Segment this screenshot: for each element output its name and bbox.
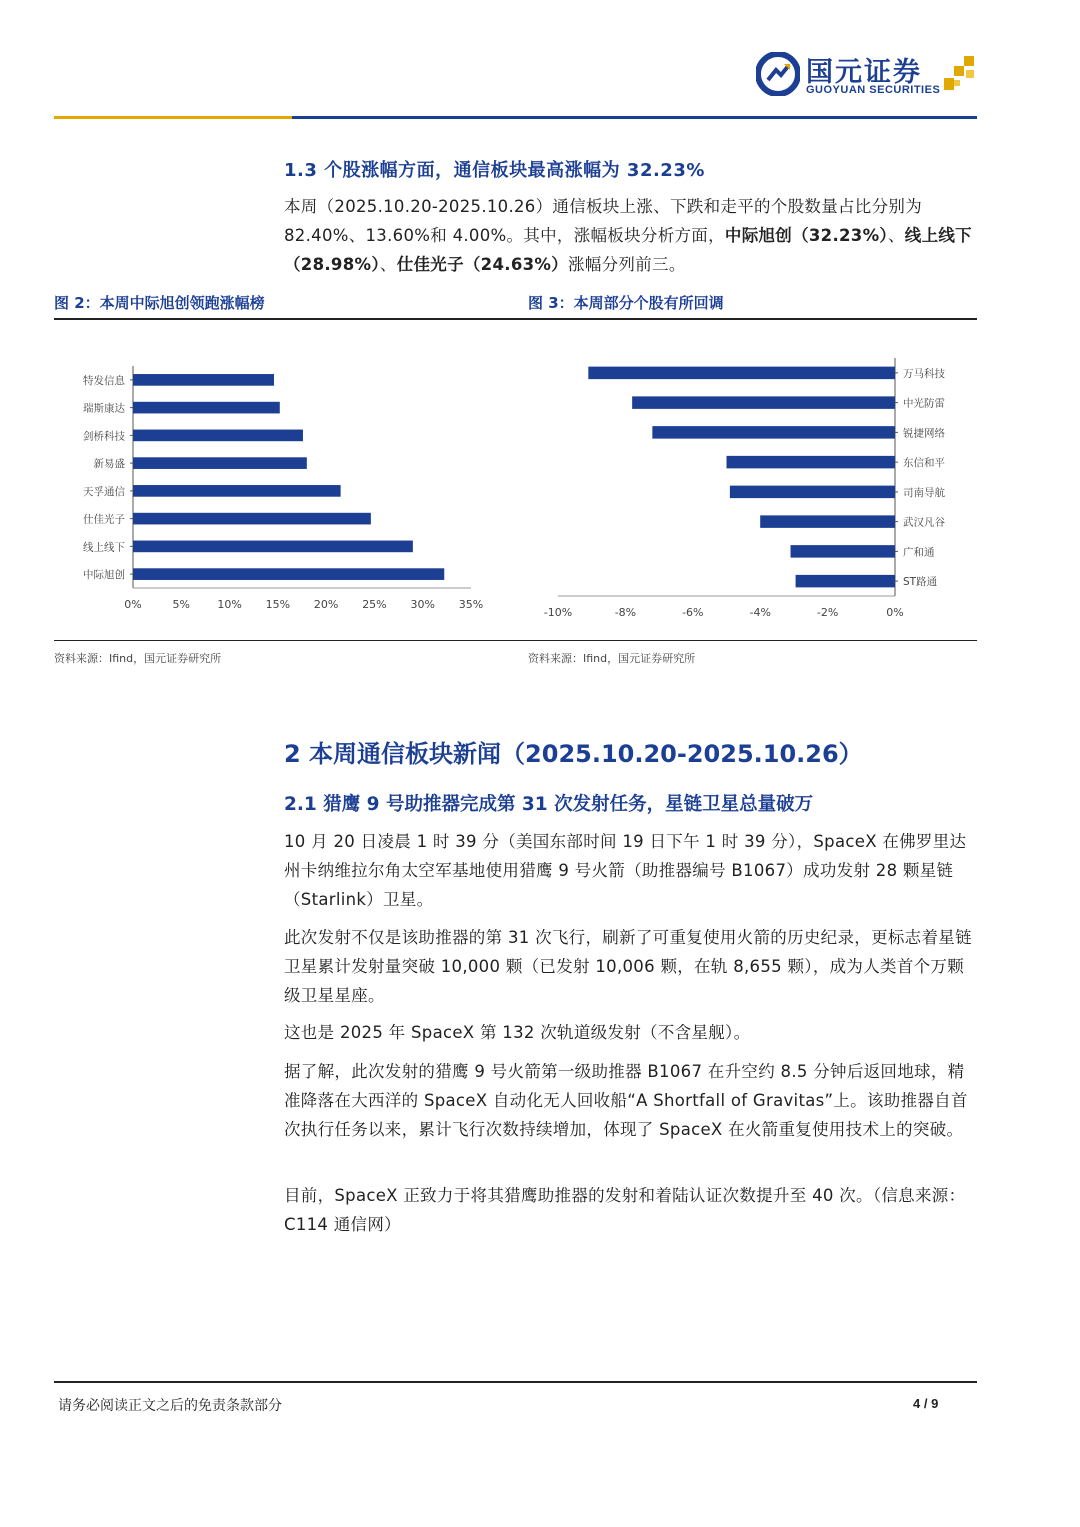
category-label-5: 仕佳光子 xyxy=(83,513,125,526)
x-tick-label-3: -4% xyxy=(749,606,771,619)
figure-2-caption: 图 2：本周中际旭创领跑涨幅榜 xyxy=(54,294,265,312)
news-paragraph-3: 这也是 2025 年 SpaceX 第 132 次轨道级发射（不含星舰）。 xyxy=(284,1023,751,1042)
x-tick-label-1: -8% xyxy=(614,606,637,619)
bar-6 xyxy=(791,545,895,557)
bar-7 xyxy=(133,568,444,580)
x-tick-label-5: 0% xyxy=(886,606,904,619)
category-label-5: 武汉凡谷 xyxy=(903,516,945,529)
news-paragraph-2: 此次发射不仅是该助推器的第 31 次飞行，刷新了可重复使用火箭的历史纪录，更标志着星链卫星累计发射量突破 10,000 颗（已发射 10,006 颗，在轨 8,655 颗），成为人类首个万颗级卫星星座。 xyxy=(284,928,972,1005)
chart-top-gainers xyxy=(54,330,494,630)
x-tick-label-3: 15% xyxy=(265,598,291,611)
x-tick-label-1: 5% xyxy=(172,598,191,611)
category-label-7: 中际旭创 xyxy=(83,569,125,582)
category-label-6: 线上线下 xyxy=(83,541,125,554)
category-label-6: 广和通 xyxy=(903,546,935,559)
section-heading-1-3: 1.3 个股涨幅方面，通信板块最高涨幅为 32.23% xyxy=(284,160,705,181)
header-rule-gold xyxy=(54,116,292,119)
bar-0 xyxy=(133,374,274,386)
x-tick-label-5: 25% xyxy=(362,598,387,611)
x-tick-label-6: 30% xyxy=(410,598,435,611)
section-heading-2-1: 2.1 猎鹰 9 号助推器完成第 31 次发射任务，星链卫星总量破万 xyxy=(284,794,814,815)
bar-3 xyxy=(727,456,896,468)
bar-2 xyxy=(652,426,895,438)
logo-decoration-icon xyxy=(942,54,982,94)
category-label-4: 司南导航 xyxy=(903,486,945,499)
bar-5 xyxy=(133,513,371,525)
guoyuan-logo-icon xyxy=(756,52,800,96)
x-tick-label-2: 10% xyxy=(217,598,242,611)
bar-1 xyxy=(632,396,895,408)
page-number: 4 / 9 xyxy=(913,1396,939,1411)
x-tick-label-0: 0% xyxy=(124,598,142,611)
figure-3-caption: 图 3：本周部分个股有所回调 xyxy=(528,294,724,312)
category-label-2: 锐捷网络 xyxy=(903,427,945,440)
category-label-2: 剑桥科技 xyxy=(83,430,125,443)
category-label-7: ST路通 xyxy=(903,576,938,589)
logo-title-cn: 国元证券 xyxy=(806,57,922,88)
bar-4 xyxy=(730,486,895,498)
figure-2-source: 资料来源：Ifind，国元证券研究所 xyxy=(54,652,222,665)
section-heading-2: 2 本周通信板块新闻（2025.10.20-2025.10.26） xyxy=(284,740,863,768)
figure-3-source: 资料来源：Ifind，国元证券研究所 xyxy=(528,652,696,665)
news-paragraph-1: 10 月 20 日凌晨 1 时 39 分（美国东部时间 19 日下午 1 时 39 分），SpaceX 在佛罗里达州卡纳维拉尔角太空军基地使用猎鹰 9 号火箭（助推器编号 B1067）成功发射 28 颗星链（Starlink）卫星。 xyxy=(284,832,967,909)
bar-1 xyxy=(133,402,280,414)
section-1-3-paragraph: 本周（2025.10.20-2025.10.26）通信板块上涨、下跌和走平的个股数量占比分别为 82.40%、13.60%和 4.00%。其中，涨幅板块分析方面，中际旭创（32.23%）、线上线下（28.98%）、仕佳光子（24.63%）涨幅分列前三。 xyxy=(284,197,972,274)
x-tick-label-7: 35% xyxy=(458,598,484,611)
x-tick-label-2: -6% xyxy=(682,606,704,619)
category-label-0: 万马科技 xyxy=(903,367,945,380)
category-label-3: 新易盛 xyxy=(93,458,125,471)
x-tick-label-0: -10% xyxy=(543,606,573,619)
bar-4 xyxy=(133,485,341,497)
footer-rule xyxy=(54,1381,977,1383)
category-label-0: 特发信息 xyxy=(83,374,125,387)
x-tick-label-4: 20% xyxy=(313,598,339,611)
bar-3 xyxy=(133,457,307,469)
news-paragraph-4: 据了解，此次发射的猎鹰 9 号火箭第一级助推器 B1067 在升空约 8.5 分钟后返回地球，精准降落在大西洋的 SpaceX 自动化无人回收船“A Shortfall of Gravitas”上。该助推器自首次执行任务以来，累计飞行次数持续增加，体现了 SpaceX 在火箭重复使用技术上的突破。 xyxy=(284,1062,968,1139)
bar-2 xyxy=(133,430,303,442)
category-label-3: 东信和平 xyxy=(903,457,945,470)
category-label-4: 天孚通信 xyxy=(83,485,125,498)
news-paragraph-5: 目前，SpaceX 正致力于将其猎鹰助推器的发射和着陆认证次数提升至 40 次。（信息来源：C114 通信网） xyxy=(284,1186,966,1234)
footer-disclaimer: 请务必阅读正文之后的免责条款部分 xyxy=(58,1398,282,1414)
category-label-1: 瑞斯康达 xyxy=(83,402,125,415)
x-tick-label-4: -2% xyxy=(816,606,839,619)
figure-bottom-rule xyxy=(54,640,977,641)
logo-title-en: GUOYUAN SECURITIES xyxy=(806,84,941,96)
category-label-1: 中光防雷 xyxy=(903,397,945,410)
bar-0 xyxy=(588,367,895,379)
figure-top-rule xyxy=(54,318,977,320)
chart-decliners xyxy=(528,330,977,630)
header-rule-blue xyxy=(292,116,977,119)
bar-7 xyxy=(796,575,895,587)
bar-5 xyxy=(760,515,895,527)
bar-6 xyxy=(133,541,413,553)
